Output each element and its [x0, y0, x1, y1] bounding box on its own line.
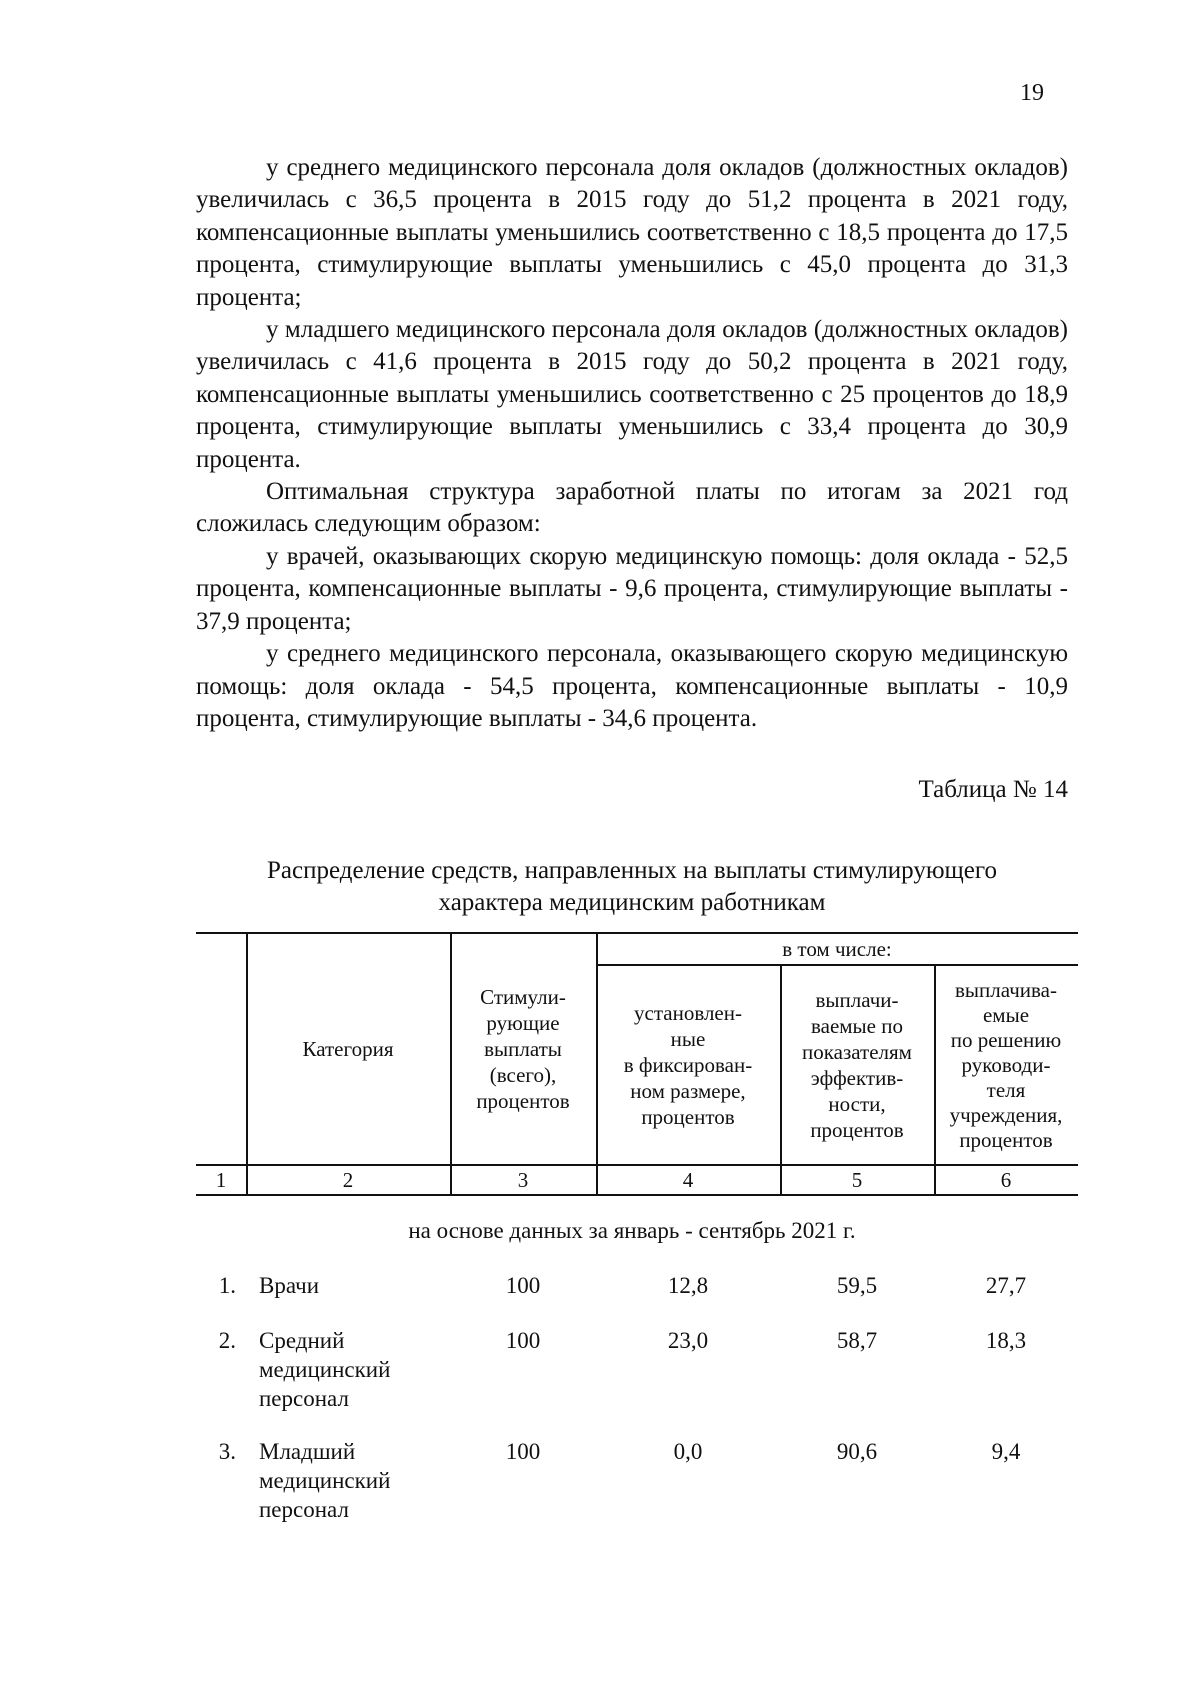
row-number: 1. — [218, 1273, 236, 1298]
row-performance: 59,5 — [836, 1273, 878, 1298]
paragraph: Оптимальная структура заработной платы по итогам за 2021 год сложилась следующим образом: — [196, 478, 1068, 538]
header-discretion: выплачива- емые по решению руководи- теля учреждения, процентов — [949, 977, 1063, 1152]
row-total: 100 — [505, 1328, 541, 1353]
paragraph: у врачей, оказывающих скорую медицинскую помощь: доля оклада - 52,5 процента, компенсационные выплаты - 9,6 процента, стимулирующие выплаты - 37,9 процента; — [196, 542, 1068, 635]
table-title — [196, 855, 1068, 919]
row-discretion: 9,4 — [991, 1439, 1021, 1464]
header-total: Стимули- рующие выплаты (всего), процентов — [476, 985, 570, 1113]
row-number: 2. — [218, 1328, 236, 1353]
row-category: Средний медицинский персонал — [259, 1328, 391, 1411]
paragraph: у среднего медицинского персонала, оказывающего скорую медицинскую помощь: доля оклада - 54,5 процента, компенсационные выплаты - 10,9 процента, стимулирующие выплаты - 34,6 процента. — [196, 640, 1068, 732]
row-total: 100 — [505, 1439, 541, 1464]
row-performance: 90,6 — [836, 1439, 878, 1464]
header-performance: выплачи- ваемые по показателям эффектив- ности, процентов — [802, 988, 912, 1142]
row-category: Врачи — [259, 1273, 320, 1298]
table-title-line: характера медицинским работникам — [438, 889, 826, 916]
header-including: в том числе: — [782, 937, 892, 961]
row-fixed: 23,0 — [667, 1328, 709, 1353]
row-discretion: 18,3 — [985, 1328, 1027, 1353]
paragraph: у младшего медицинского персонала доля окладов (должностных окладов) увеличилась с 41,6 процента в 2015 году до 50,2 процента в 2021 году, компенсационные выплаты уменьшились соответственно с 25 процентов до 18,9 процента, стимулирующие выплаты уменьшились с 33,4 процента до 30,9 процента. — [196, 316, 1068, 473]
row-number: 3. — [218, 1439, 236, 1464]
page-number: 19 — [1020, 80, 1044, 106]
row-performance: 58,7 — [836, 1328, 878, 1353]
paragraph: у среднего медицинского персонала доля окладов (должностных окладов) увеличилась с 36,5 процента в 2015 году до 51,2 процента в 2021 году, компенсационные выплаты уменьшились соответственно с 18,5 процента до 17,5 процента, стимулирующие выплаты уменьшились с 45,0 процента до 31,3 процента; — [196, 154, 1068, 311]
column-number: 5 — [851, 1168, 863, 1192]
body-text — [196, 152, 1068, 735]
column-number: 4 — [682, 1168, 694, 1192]
row-category: Младший медицинский персонал — [259, 1439, 391, 1522]
table-label: Таблица № 14 — [918, 776, 1068, 803]
row-fixed: 12,8 — [667, 1273, 709, 1298]
header-category: Категория — [302, 1037, 394, 1061]
column-numbers-bottom-rule — [196, 1194, 1078, 1196]
table-header-grid — [196, 932, 1078, 1195]
column-number: 3 — [517, 1168, 529, 1192]
period-note: на основе данных за январь - сентябрь 2021 г. — [408, 1218, 856, 1243]
row-total: 100 — [505, 1273, 541, 1298]
row-discretion: 27,7 — [985, 1273, 1027, 1298]
row-fixed: 0,0 — [673, 1439, 703, 1464]
column-number: 6 — [1000, 1168, 1012, 1192]
column-number: 1 — [215, 1168, 227, 1192]
table-title-line: Распределение средств, направленных на выплаты стимулирующего — [266, 857, 998, 884]
column-number: 2 — [342, 1168, 354, 1192]
header-fixed: установлен- ные в фиксирован- ном размере, процентов — [623, 1001, 753, 1129]
